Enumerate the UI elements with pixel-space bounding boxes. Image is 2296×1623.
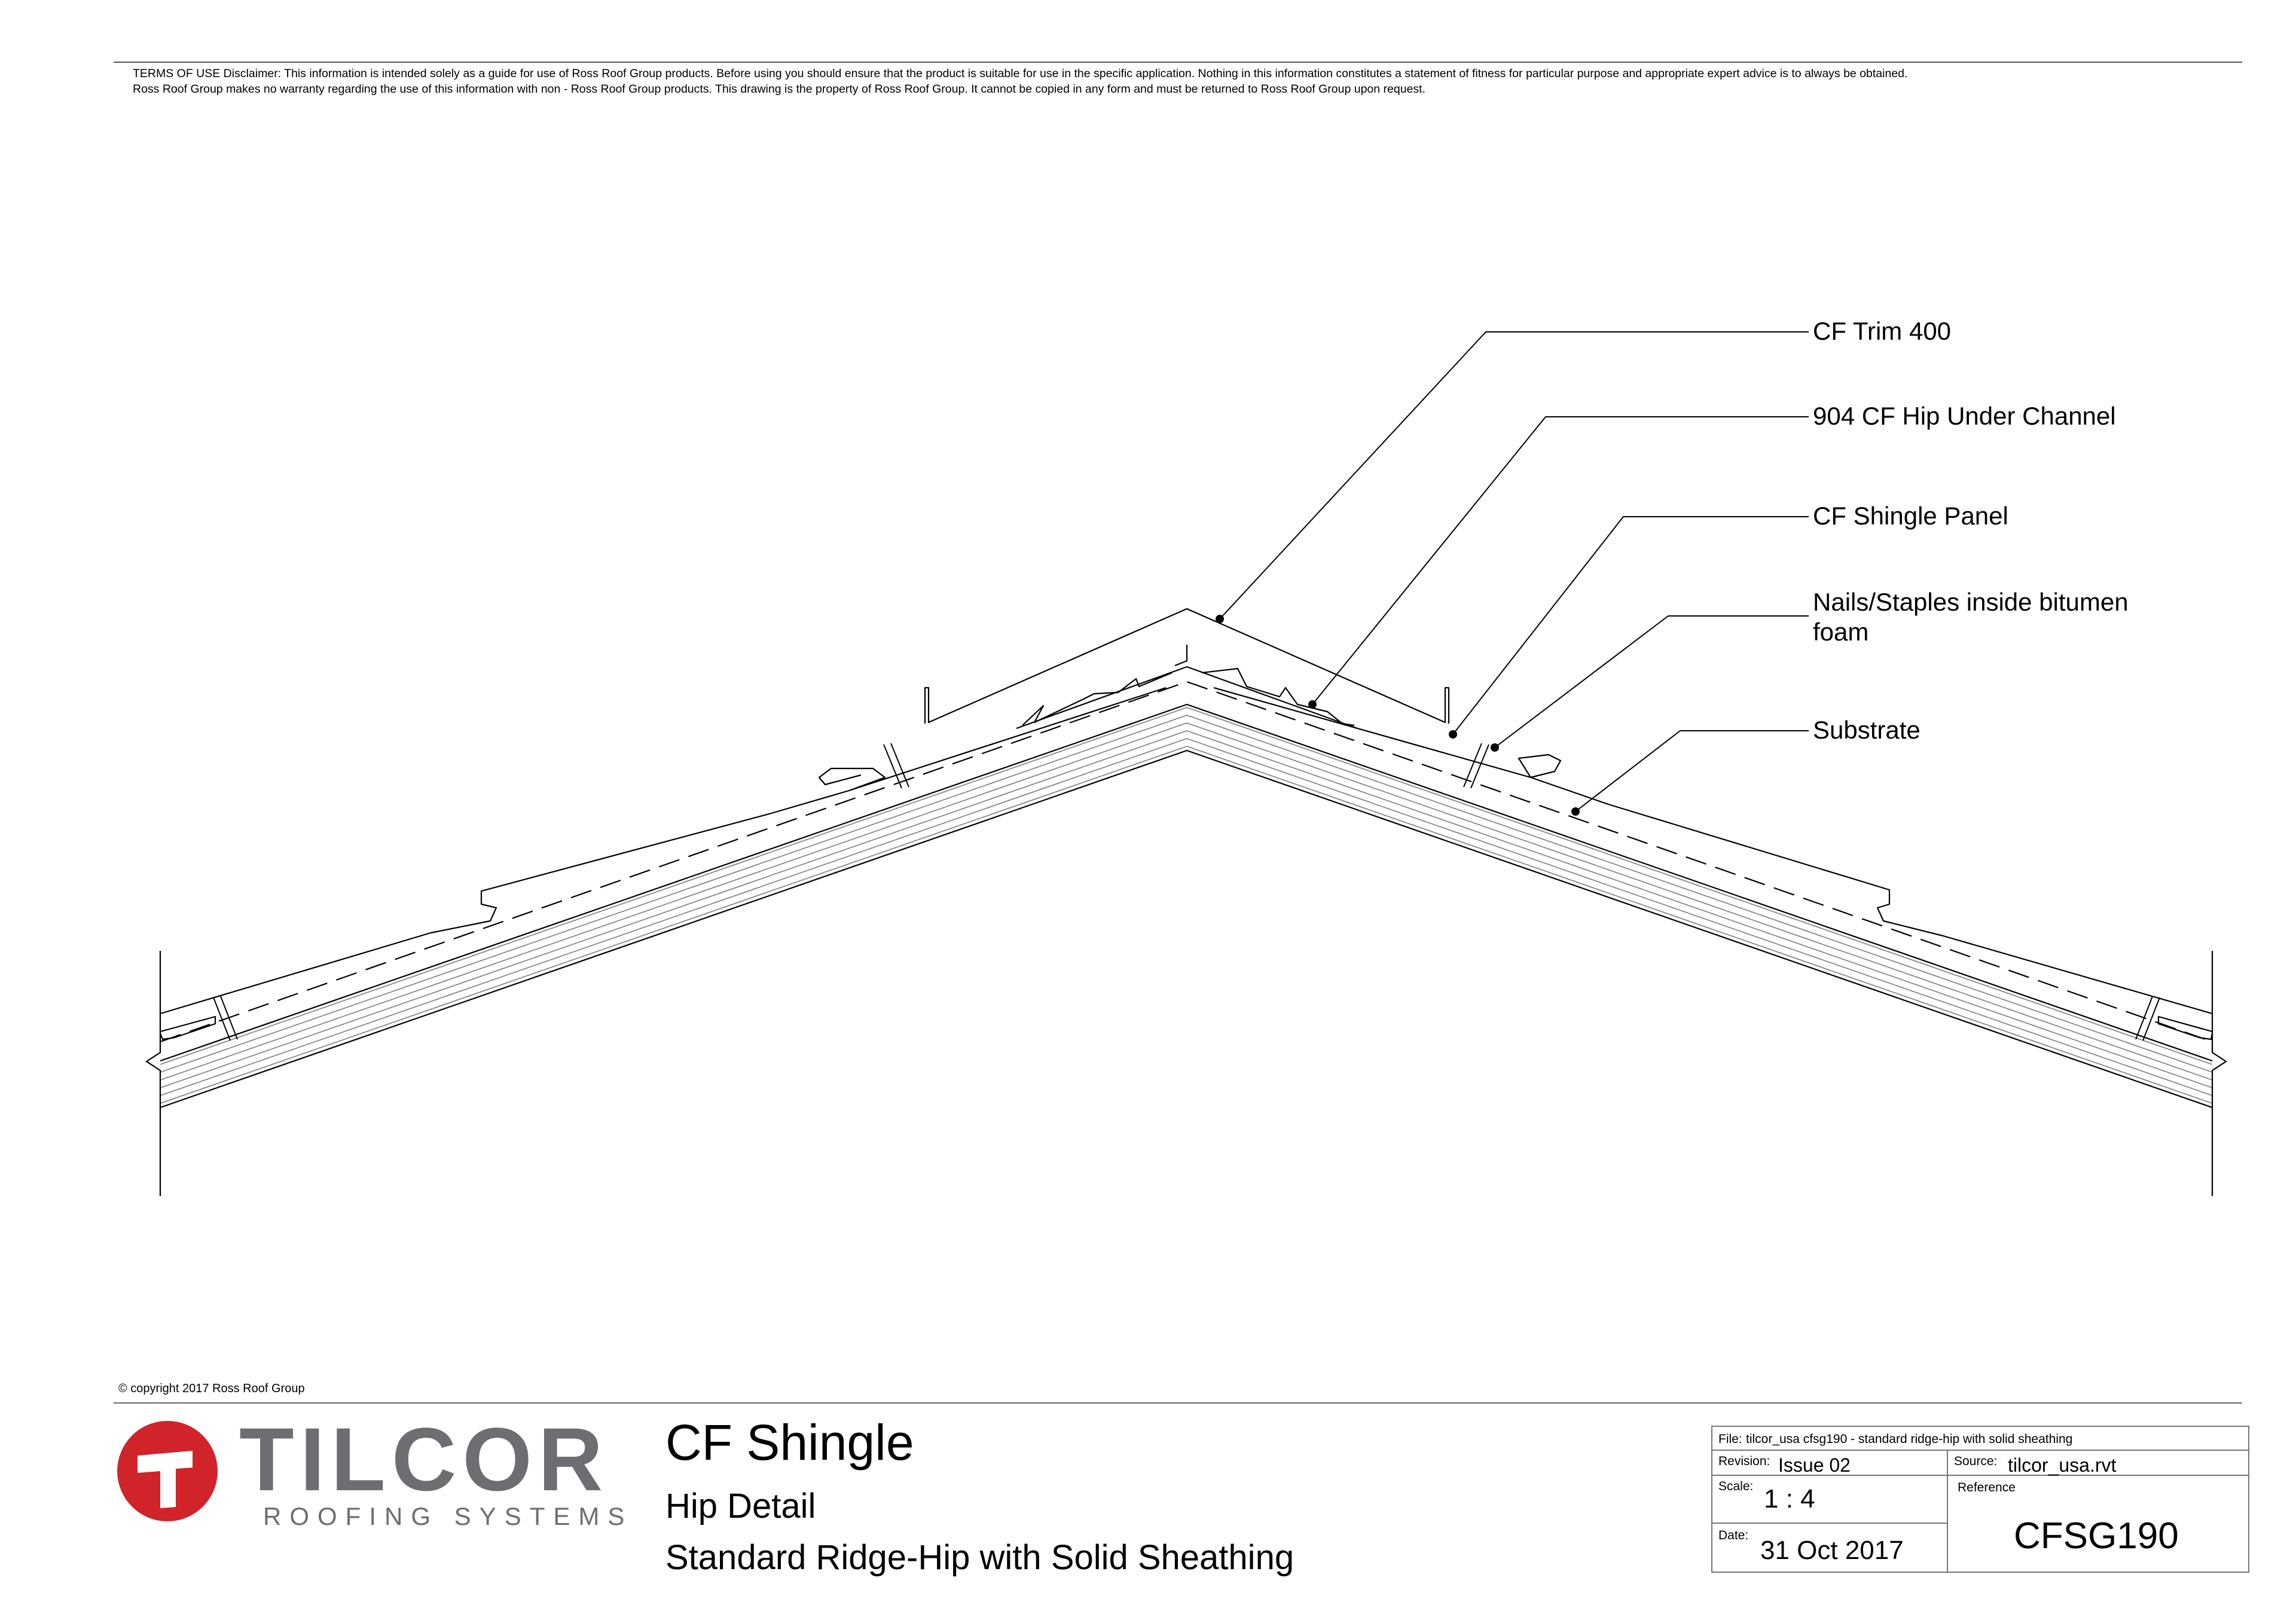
substrate-top-edge: [160, 704, 2212, 1061]
product-title: CF Shingle: [665, 1414, 914, 1471]
title-block: [1711, 1426, 2249, 1573]
bitumen-foam-right: [1202, 669, 1354, 725]
reference-value: CFSG190: [2014, 1515, 2179, 1557]
callout-cf-trim: CF Trim 400: [1813, 317, 1952, 345]
reference-label: Reference: [1958, 1481, 2016, 1494]
revision-label: Revision:: [1718, 1454, 1770, 1468]
source-label: Source:: [1954, 1454, 1998, 1468]
break-line-right: [2212, 951, 2226, 1196]
substrate-sheathing: [160, 707, 2212, 1103]
break-line-left: [146, 951, 160, 1196]
file-value: tilcor_usa cfsg190 - standard ridge-hip with solid sheathing: [1746, 1432, 2073, 1446]
leader-substrate: [1576, 731, 1809, 812]
revision-value: Issue 02: [1778, 1454, 1851, 1476]
date-label: Date:: [1718, 1529, 1749, 1542]
nail-left-upper: [884, 743, 909, 788]
detail-description: Standard Ridge-Hip with Solid Sheathing: [665, 1538, 1294, 1577]
callout-nails-line-1: Nails/Staples inside bitumen: [1813, 588, 2129, 616]
terms-line-2: Ross Roof Group makes no warranty regarding the use of this information with non - Ross Roof Group products. This drawing is the property of Ross Roof Group. It cannot be copied in any form and must be returned to Ross Roof Group upon request.: [133, 83, 1425, 96]
tilcor-logo: [114, 1417, 658, 1531]
shingle-panel-left-lower: [160, 813, 771, 1014]
callout-shingle-panel: CF Shingle Panel: [1813, 502, 2008, 530]
date-value: 31 Oct 2017: [1760, 1536, 1904, 1565]
shingle-lock-left-edge: [160, 1017, 215, 1039]
hip-channel-spine: [1175, 645, 1187, 666]
callout-nails-line-2: foam: [1813, 618, 1869, 646]
callout-hip-under-channel: 904 CF Hip Under Channel: [1813, 402, 2116, 430]
substrate-bottom-edge: [160, 751, 2212, 1108]
scale-value: 1 : 4: [1764, 1484, 1815, 1514]
leader-shingle-panel: [1453, 517, 1809, 734]
footer-divider: [114, 1402, 2242, 1404]
source-value: tilcor_usa.rvt: [2008, 1454, 2117, 1476]
nail-right-upper: [1464, 743, 1489, 788]
terms-line-1: TERMS OF USE Disclaimer: This information is intended solely as a guide for use of Ross Roof Group products. Before using you should ensure that the product is suitable for use in the specific application. Nothing in this information constitutes a statement of fitness for particular purpose and appropriate expert advice is to always be obtained.: [133, 67, 1908, 80]
leader-cf-trim: [1220, 332, 1809, 619]
logo-tagline: ROOFING SYSTEMS: [263, 1502, 633, 1530]
callout-substrate: Substrate: [1813, 716, 1921, 744]
shingle-lock-right-edge: [2158, 1017, 2212, 1039]
copyright: © copyright 2017 Ross Roof Group: [118, 1382, 305, 1395]
nail-right-edge: [2136, 996, 2160, 1041]
file-label: File:: [1718, 1432, 1742, 1446]
shingle-panel-right-lower: [1531, 777, 2212, 1014]
leader-nails: [1495, 616, 1809, 748]
leader-lines: [1220, 332, 1809, 812]
detail-title: Hip Detail: [665, 1487, 816, 1526]
logo-wordmark: TILCOR: [239, 1417, 609, 1509]
leader-hip-channel: [1312, 417, 1809, 704]
scale-label: Scale:: [1718, 1479, 1754, 1493]
